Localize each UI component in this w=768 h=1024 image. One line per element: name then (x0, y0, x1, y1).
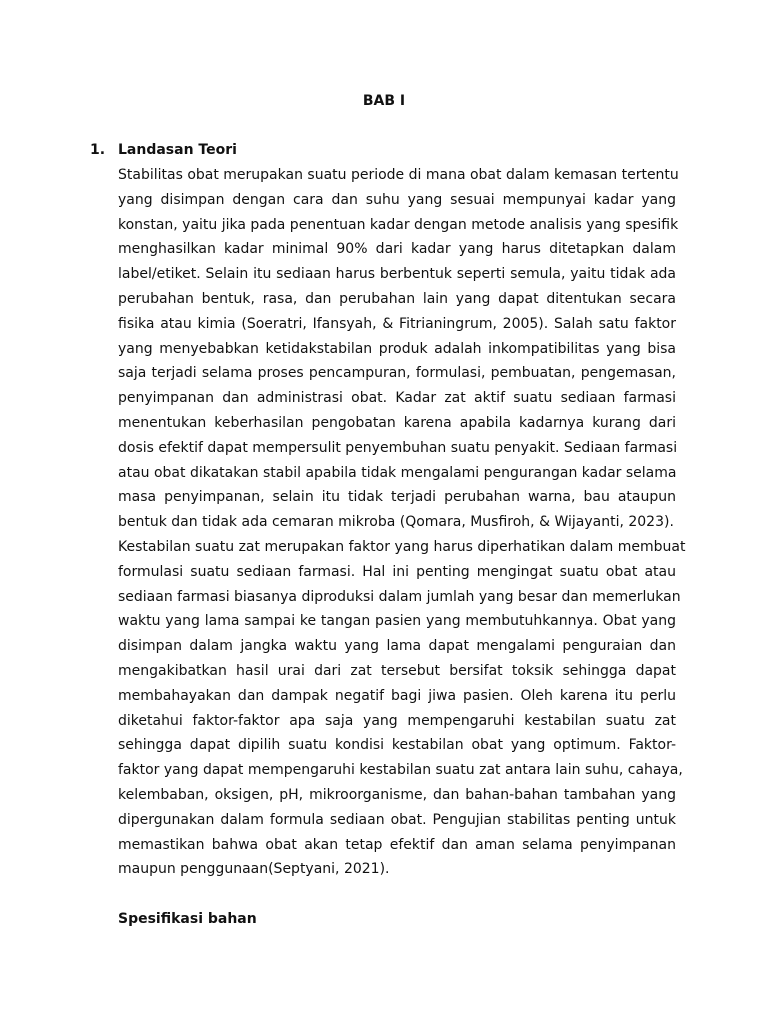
chapter-title: BAB I (362, 93, 406, 109)
body-line: kelembaban, oksigen, pH, mikroorganisme, dan bahan-bahan tambahan yang (118, 786, 676, 803)
body-line: bentuk dan tidak ada cemaran mikroba (Qomara, Musfiroh, & Wijayanti, 2023). (118, 514, 674, 531)
body-line: disimpan dalam jangka waktu yang lama dapat mengalami penguraian dan (118, 638, 676, 655)
body-line: yang disimpan dengan cara dan suhu yang sesuai mempunyai kadar yang (118, 191, 676, 208)
body-line: sediaan farmasi biasanya diproduksi dalam jumlah yang besar dan memerlukan (118, 588, 681, 605)
body-line: konstan, yaitu jika pada penentuan kadar dengan metode analisis yang spesifik (118, 216, 679, 233)
body-line: mengakibatkan hasil urai dari zat tersebut bersifat toksik sehingga dapat (118, 662, 676, 679)
body-line: menentukan keberhasilan pengobatan karena apabila kadarnya kurang dari (118, 414, 676, 431)
body-line: saja terjadi selama proses pencampuran, formulasi, pembuatan, pengemasan, (118, 365, 676, 382)
body-line: atau obat dikatakan stabil apabila tidak mengalami pengurangan kadar selama (118, 464, 677, 481)
body-line: dipergunakan dalam formula sediaan obat. Pengujian stabilitas penting untuk (118, 811, 676, 828)
body-line: penyimpanan dan administrasi obat. Kadar zat aktif suatu sediaan farmasi (118, 390, 676, 407)
section-title: Landasan Teori (118, 142, 237, 158)
body-line: Kestabilan suatu zat merupakan faktor yang harus diperhatikan dalam membuat (118, 538, 686, 555)
body-line: yang menyebabkan ketidakstabilan produk adalah inkompatibilitas yang bisa (118, 340, 676, 357)
body-line: perubahan bentuk, rasa, dan perubahan lain yang dapat ditentukan secara (118, 290, 676, 307)
body-line: label/etiket. Selain itu sediaan harus berbentuk seperti semula, yaitu tidak ada (118, 266, 676, 283)
body-line: Stabilitas obat merupakan suatu periode di mana obat dalam kemasan tertentu (118, 167, 679, 183)
body-line: sehingga dapat dipilih suatu kondisi kestabilan obat yang optimum. Faktor- (118, 737, 676, 754)
body-line: memastikan bahwa obat akan tetap efektif dan aman selama penyimpanan (118, 836, 676, 853)
section-number: 1. (90, 142, 106, 158)
body-line: maupun penggunaan(Septyani, 2021). (118, 861, 390, 878)
body-line: waktu yang lama sampai ke tangan pasien yang membutuhkannya. Obat yang (118, 613, 676, 630)
body-line: masa penyimpanan, selain itu tidak terjadi perubahan warna, bau ataupun (118, 489, 676, 506)
subsection-title: Spesifikasi bahan (118, 911, 257, 927)
body-line: fisika atau kimia (Soeratri, Ifansyah, & Fitrianingrum, 2005). Salah satu faktor (118, 315, 676, 332)
body-line: formulasi suatu sediaan farmasi. Hal ini penting mengingat suatu obat atau (118, 563, 676, 580)
body-line: diketahui faktor-faktor apa saja yang mempengaruhi kestabilan suatu zat (118, 712, 676, 729)
body-line: faktor yang dapat mempengaruhi kestabilan suatu zat antara lain suhu, cahaya, (118, 762, 683, 779)
body-line: menghasilkan kadar minimal 90% dari kadar yang harus ditetapkan dalam (118, 241, 676, 258)
body-paragraph (118, 163, 686, 882)
body-line: membahayakan dan dampak negatif bagi jiwa pasien. Oleh karena itu perlu (118, 687, 676, 704)
body-line: dosis efektif dapat mempersulit penyembuhan suatu penyakit. Sediaan farmasi (118, 439, 678, 456)
